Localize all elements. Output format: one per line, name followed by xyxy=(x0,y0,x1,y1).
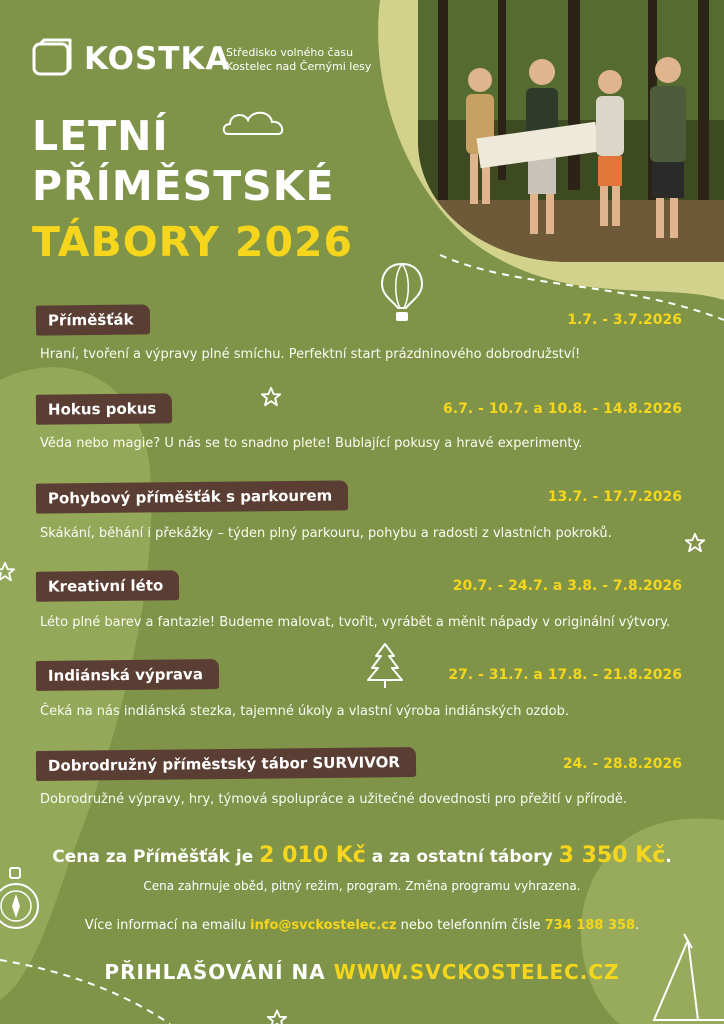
price-text-2: a za ostatní tábory xyxy=(371,847,553,867)
price-end: . xyxy=(665,847,672,867)
signup-line xyxy=(0,960,724,984)
contact-phone-link[interactable]: 734 188 358 xyxy=(544,918,636,933)
contact-text-2: nebo telefonním čísle xyxy=(400,918,541,933)
camp-name: Pohybový příměšťák s parkourem xyxy=(36,480,349,513)
contact-text-1: Více informací na emailu xyxy=(84,918,246,933)
camp-name: Příměšťák xyxy=(36,304,150,335)
camp-date: 1.7. - 3.7.2026 xyxy=(567,312,682,328)
title-line-1: LETNÍ xyxy=(32,112,169,160)
price-note: Cena zahrnuje oběd, pitný režim, program. Změna programu vyhrazena. xyxy=(143,879,581,893)
hot-air-balloon-icon xyxy=(380,262,424,324)
tree-icon xyxy=(364,642,406,690)
star-icon xyxy=(0,560,16,584)
price-text-1: Cena za Příměšťák je xyxy=(52,847,254,867)
signup-label: PŘIHLAŠOVÁNÍ NA xyxy=(104,960,326,984)
camp-description: Hraní, tvoření a výpravy plné smíchu. Perfektní start prázdninového dobrodružství! xyxy=(40,347,581,362)
contact-end: . xyxy=(635,918,640,933)
title-line-3: TÁBORY 2026 xyxy=(32,218,354,266)
camp-date: 27. - 31.7. a 17.8. - 21.8.2026 xyxy=(448,667,682,683)
brand-name: KOSTKA xyxy=(84,41,231,77)
price-other-camps: 3 350 Kč xyxy=(558,843,666,868)
org-line-1: Středisko volného času xyxy=(226,46,354,59)
camp-name: Kreativní léto xyxy=(36,570,180,601)
organization-name xyxy=(226,46,371,74)
star-icon xyxy=(266,1008,288,1024)
camp-description: Čeká na nás indiánská stezka, tajemné úkoly a vlastní výroba indiánských ozdob. xyxy=(40,704,569,719)
price-line xyxy=(0,843,724,868)
star-icon xyxy=(684,532,706,554)
contact-line xyxy=(0,918,724,933)
price-primestak: 2 010 Kč xyxy=(259,843,366,868)
camp-name: Indiánská výprava xyxy=(36,659,219,691)
contact-email-link[interactable]: info@svckostelec.cz xyxy=(250,918,397,933)
hero-photo xyxy=(418,0,724,262)
signup-website-link[interactable]: WWW.SVCKOSTELEC.CZ xyxy=(333,960,620,984)
camp-description: Dobrodružné výpravy, hry, týmová spolupráce a užitečné dovednosti pro přežití v přírodě. xyxy=(40,792,628,807)
camp-description: Léto plné barev a fantazie! Budeme malovat, tvořit, vyrábět a měnit nápady v originální výtvory. xyxy=(40,615,671,630)
org-line-2: Kostelec nad Černými lesy xyxy=(226,60,372,73)
camp-name: Dobrodružný příměstský tábor SURVIVOR xyxy=(36,747,416,781)
star-icon xyxy=(260,386,282,408)
kostka-cube-icon xyxy=(32,38,72,76)
camp-description: Věda nebo magie? U nás se to snadno plete! Bublající pokusy a hravé experimenty. xyxy=(40,436,583,451)
camp-date: 13.7. - 17.7.2026 xyxy=(547,489,682,505)
camp-date: 20.7. - 24.7. a 3.8. - 7.8.2026 xyxy=(452,578,682,594)
camp-date: 24. - 28.8.2026 xyxy=(562,756,682,772)
camp-name: Hokus pokus xyxy=(36,393,173,424)
title-line-2: PŘÍMĚSTSKÉ xyxy=(32,162,335,210)
camp-date: 6.7. - 10.7. a 10.8. - 14.8.2026 xyxy=(443,401,682,417)
camp-description: Skákání, běhání i překážky – týden plný parkouru, pohybu a radosti z vlastních pokroků. xyxy=(40,526,612,541)
cloud-icon xyxy=(222,106,288,140)
